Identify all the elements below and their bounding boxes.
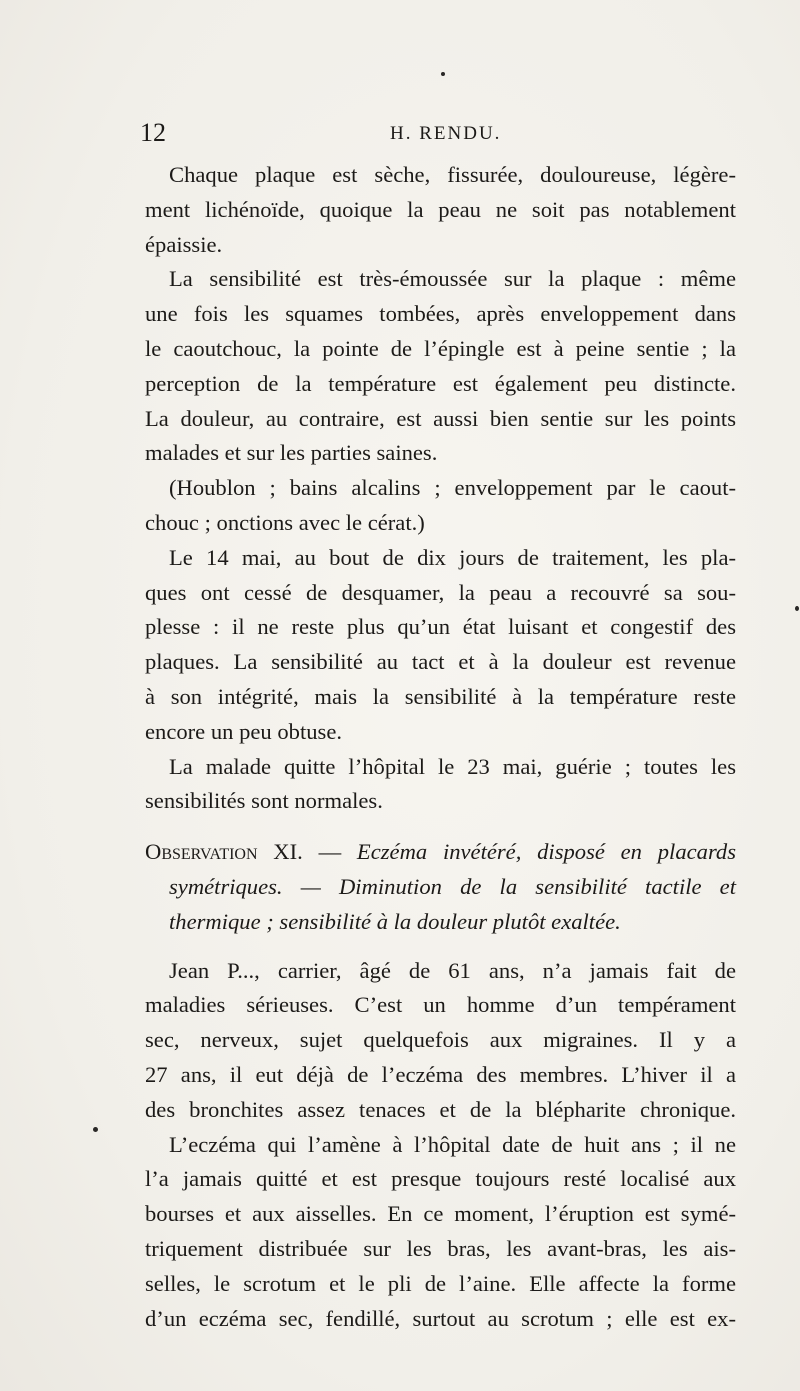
text-line: Chaque plaque est sèche, fissurée, douloureuse, légère- <box>169 162 736 187</box>
paragraph <box>145 158 736 262</box>
paragraph <box>145 954 736 1128</box>
running-head-author: H. RENDU. <box>390 123 502 144</box>
text-line: malades et sur les parties saines. <box>145 440 438 466</box>
scan-speck <box>93 1127 98 1132</box>
observation-title: Eczéma invétéré, disposé en placards <box>356 839 736 865</box>
text-line: Jean P..., carrier, âgé de 61 ans, n’a jamais fait de <box>169 957 736 983</box>
page-number: 12 <box>140 118 166 147</box>
text-line: La sensibilité est très-émoussée sur la plaque : même <box>169 266 736 292</box>
text-line: sec, nerveux, sujet quelquefois aux migraines. Il y a <box>145 1027 736 1053</box>
text-line: chouc ; onctions avec le cérat.) <box>145 509 425 535</box>
text-line: 27 ans, il eut déjà de l’eczéma des membres. L’hiver il a <box>145 1061 736 1087</box>
observation-label: Observation XI. <box>145 839 303 865</box>
observation-first-line <box>145 835 736 870</box>
text-line: des bronchites assez tenaces et de la blépharite chronique. <box>145 1096 736 1122</box>
text-line: (Houblon ; bains alcalins ; enveloppement par le caout- <box>169 475 736 501</box>
paragraph <box>145 471 736 541</box>
observation-dash: — <box>318 839 342 865</box>
text-line: triquement distribuée sur les bras, les avant-bras, les ais- <box>145 1235 736 1261</box>
paragraph <box>145 750 736 820</box>
text-line: sensibilités sont normales. <box>145 788 383 814</box>
observation-title-line: symétriques. — Diminution de la sensibilité tactile et <box>169 873 736 899</box>
text-line: maladies sérieuses. C’est un homme d’un tempérament <box>145 992 736 1018</box>
text-line: ques ont cessé de desquamer, la peau a recouvré sa sou- <box>145 579 736 605</box>
observation-title-line: thermique ; sensibilité à la douleur plutôt exaltée. <box>169 908 621 934</box>
text-line: l’a jamais quitté et est presque toujours resté localisé aux <box>145 1166 736 1192</box>
scan-speck <box>441 72 445 76</box>
text-line: encore un peu obtuse. <box>145 718 343 744</box>
text-line: Le 14 mai, au bout de dix jours de traitement, les pla- <box>169 544 736 570</box>
text-line: ment lichénoïde, quoique la peau ne soit pas notablement <box>145 196 736 222</box>
text-line: L’eczéma qui l’amène à l’hôpital date de huit ans ; il ne <box>169 1131 736 1157</box>
running-head <box>140 118 738 148</box>
text-line: épaissie. <box>145 231 223 257</box>
text-line: La malade quitte l’hôpital le 23 mai, guérie ; toutes les <box>169 753 736 779</box>
text-line: une fois les squames tombées, après enveloppement dans <box>145 301 736 327</box>
text-line: à son intégrité, mais la sensibilité à la température reste <box>145 683 736 709</box>
text-line: La douleur, au contraire, est aussi bien sentie sur les points <box>145 405 736 431</box>
text-line: selles, le scrotum et le pli de l’aine. Elle affecte la forme <box>145 1270 736 1296</box>
paragraph <box>145 541 736 750</box>
paragraph <box>145 262 736 471</box>
observation-heading <box>145 835 736 939</box>
text-line: bourses et aux aisselles. En ce moment, l’éruption est symé- <box>145 1201 736 1227</box>
text-line: plesse : il ne reste plus qu’un état luisant et congestif des <box>145 614 736 640</box>
scan-speck <box>795 606 799 611</box>
text-line: le caoutchouc, la pointe de l’épingle est à peine sentie ; la <box>145 335 736 361</box>
text-line: plaques. La sensibilité au tact et à la douleur est revenue <box>145 649 736 675</box>
body-text <box>145 158 736 1336</box>
paragraph <box>145 1128 736 1337</box>
text-line: d’un eczéma sec, fendillé, surtout au scrotum ; elle est ex- <box>145 1305 736 1331</box>
text-line: perception de la température est également peu distincte. <box>145 370 736 396</box>
